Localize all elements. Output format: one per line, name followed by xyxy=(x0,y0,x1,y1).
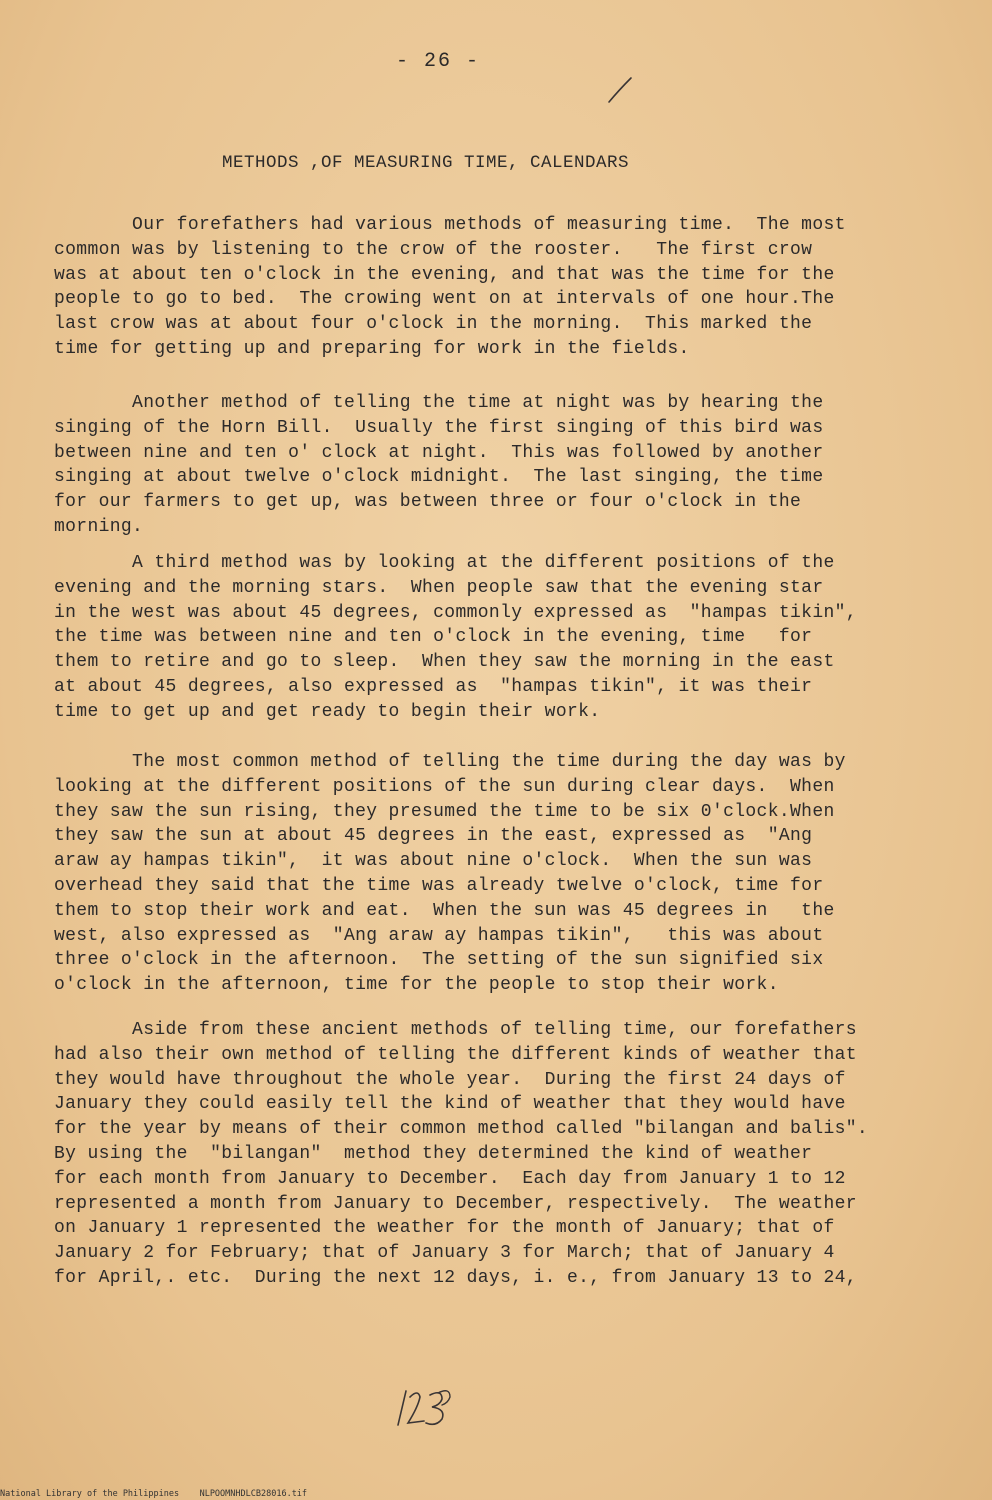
text-line: Another method of telling the time at night was by hearing the xyxy=(54,393,824,413)
text-line: time to get up and get ready to begin their work. xyxy=(54,701,601,722)
scan-footer: National Library of the Philippines NLPOOMNHDLCB28016.tif xyxy=(0,1489,308,1499)
paragraph-stars xyxy=(54,551,954,725)
handwritten-check-mark xyxy=(605,76,635,106)
text-line: people to go to bed. The crowing went on at intervals of one hour.The xyxy=(54,289,835,310)
text-line: between nine and ten o' clock at night. This was followed by another xyxy=(54,442,824,463)
text-line: for our farmers to get up, was between three or four o'clock in the xyxy=(54,492,802,513)
text-line: evening and the morning stars. When people saw that the evening star xyxy=(54,577,824,598)
text-line: for each month from January to December. Each day from January 1 to 12 xyxy=(54,1168,846,1189)
text-line: common was by listening to the crow of the rooster. The first crow xyxy=(54,239,813,260)
text-line: The most common method of telling the time during the day was by xyxy=(54,752,846,772)
text-line: o'clock in the afternoon, time for the people to stop their work. xyxy=(54,975,779,996)
text-line: they saw the sun rising, they presumed the time to be six 0'clock.When xyxy=(54,801,835,822)
text-line: them to stop their work and eat. When the sun was 45 degrees in the xyxy=(54,900,835,921)
text-line: they would have throughout the whole year. During the first 24 days of xyxy=(54,1069,846,1090)
text-line: in the west was about 45 degrees, commonly expressed as "hampas tikin", xyxy=(54,602,857,623)
text-line: By using the "bilangan" method they determined the kind of weather xyxy=(54,1143,813,1164)
paragraph-sun xyxy=(54,750,954,998)
text-line: west, also expressed as "Ang araw ay hampas tikin", this was about xyxy=(54,925,824,946)
text-line: at about 45 degrees, also expressed as "hampas tikin", it was their xyxy=(54,676,813,697)
text-line: singing at about twelve o'clock midnight. The last singing, the time xyxy=(54,467,824,488)
text-line: on January 1 represented the weather for the month of January; that of xyxy=(54,1218,835,1239)
text-line: time for getting up and preparing for work in the fields. xyxy=(54,338,690,359)
text-line: Aside from these ancient methods of telling time, our forefathers xyxy=(54,1020,857,1040)
text-line: January 2 for February; that of January 3 for March; that of January 4 xyxy=(54,1243,835,1264)
text-line: looking at the different positions of the sun during clear days. When xyxy=(54,776,835,797)
text-line: overhead they said that the time was already twelve o'clock, time for xyxy=(54,875,824,896)
text-line: January they could easily tell the kind of weather that they would have xyxy=(54,1094,846,1115)
text-line: Our forefathers had various methods of measuring time. The most xyxy=(54,215,846,235)
page-title: METHODS ,OF MEASURING TIME, CALENDARS xyxy=(222,153,630,173)
text-line: them to retire and go to sleep. When they saw the morning in the east xyxy=(54,652,835,673)
text-line: had also their own method of telling the different kinds of weather that xyxy=(54,1044,857,1065)
text-line: morning. xyxy=(54,516,144,537)
paragraph-rooster xyxy=(54,213,954,362)
text-line: they saw the sun at about 45 degrees in the east, expressed as "Ang xyxy=(54,826,813,847)
text-line: was at about ten o'clock in the evening, and that was the time for the xyxy=(54,264,835,285)
text-line: represented a month from January to December, respectively. The weather xyxy=(54,1193,857,1214)
text-line: for April,. etc. During the next 12 days, i. e., from January 13 to 24, xyxy=(54,1267,857,1288)
page-number: - 26 - xyxy=(396,50,481,73)
text-line: araw ay hampas tikin", it was about nine o'clock. When the sun was xyxy=(54,851,813,872)
paragraph-horn-bill xyxy=(54,391,954,540)
text-line: singing of the Horn Bill. Usually the first singing of this bird was xyxy=(54,417,824,438)
text-line: the time was between nine and ten o'clock in the evening, time for xyxy=(54,627,813,648)
handwritten-page-number xyxy=(392,1385,462,1435)
text-line: A third method was by looking at the different positions of the xyxy=(54,553,835,573)
text-line: three o'clock in the afternoon. The setting of the sun signified six xyxy=(54,950,824,971)
text-line: last crow was at about four o'clock in the morning. This marked the xyxy=(54,314,813,335)
text-line: for the year by means of their common method called "bilangan and balis". xyxy=(54,1119,869,1140)
paragraph-weather xyxy=(54,1018,954,1291)
